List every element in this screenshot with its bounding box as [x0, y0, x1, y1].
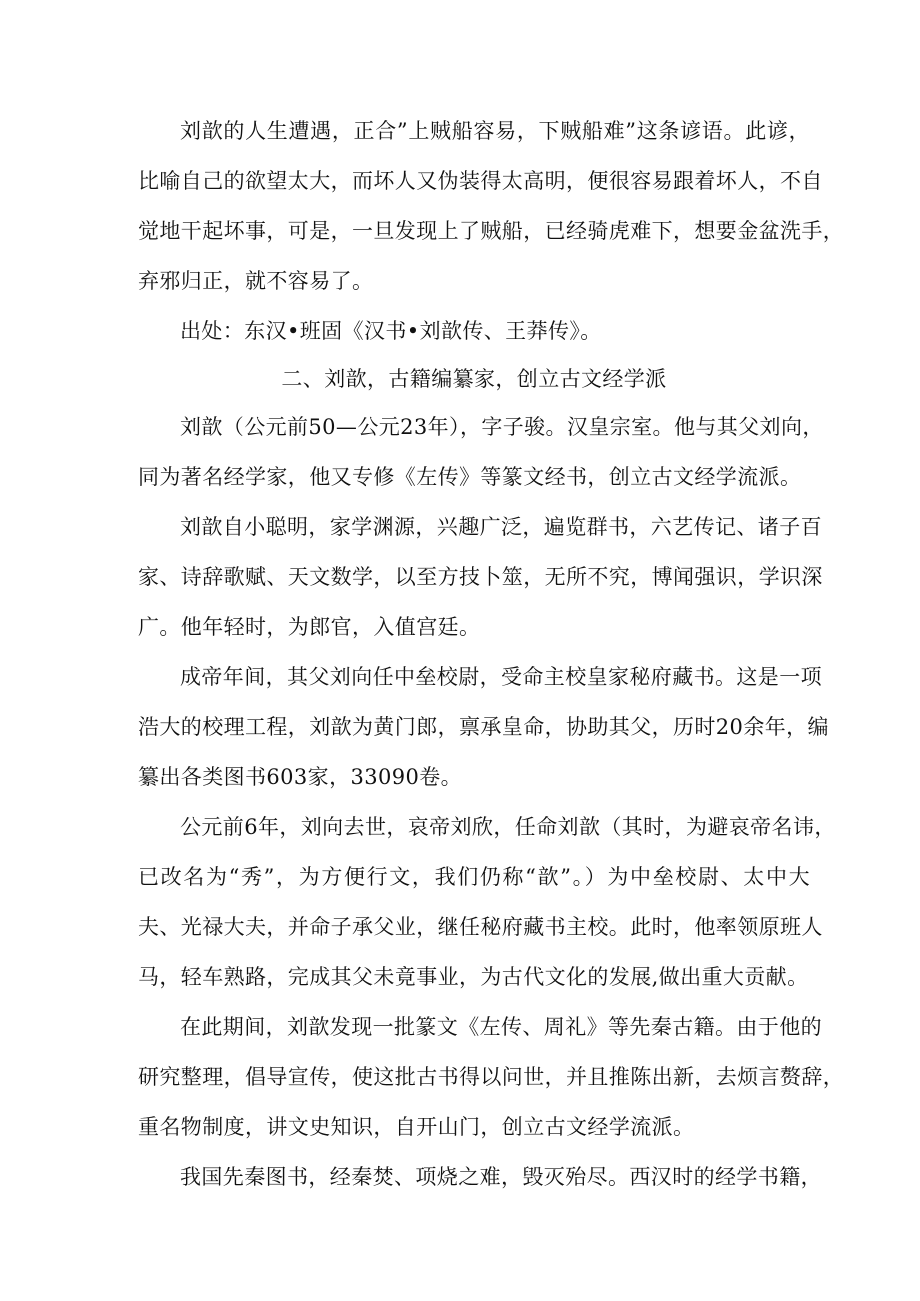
paragraph-line: 重名物制度，讲文史知识，自开山门，创立古文经学流派。 [138, 1115, 695, 1139]
paragraph-line: 研究整理，倡导宣传，使这批古书得以问世，并且推陈出新，去烦言赘辞， [138, 1065, 845, 1089]
source-citation: 出处：东汉•班固《汉书•刘歆传、王莽传》。 [180, 319, 602, 343]
paragraph-line: 比喻自己的欲望太大，而坏人又伪装得太高明，便很容易跟着坏人，不自 [138, 169, 823, 193]
paragraph-line: 刘歆自小聪明，家学渊源，兴趣广泛，遍览群书，六艺传记、诸子百 [180, 515, 822, 539]
paragraph-line: 公元前6年，刘向去世，哀帝刘欣，任命刘歆（其时，为避哀帝名讳， [180, 815, 836, 839]
paragraph-line: 刘歆（公元前50—公元23年），字子骏。汉皇宗室。他与其父刘向， [180, 415, 824, 439]
paragraph-line: 家、诗辞歌赋、天文数学，以至方技卜筮，无所不究，博闻强识，学识深 [138, 565, 823, 589]
section-heading: 二、刘歆，古籍编纂家，创立古文经学派 [281, 367, 667, 391]
paragraph-line: 纂出各类图书603家，33090卷。 [138, 765, 463, 789]
paragraph-line: 夫、光禄大夫，并命子承父业，继任秘府藏书主校。此时，他率领原班人 [138, 915, 823, 939]
paragraph-line: 同为著名经学家，他又专修《左传》等篆文经书，创立古文经学流派。 [138, 465, 802, 489]
paragraph-line: 广。他年轻时，为郎官，入值宫廷。 [138, 615, 481, 639]
paragraph-line: 成帝年间，其父刘向任中垒校尉，受命主校皇家秘府藏书。这是一项 [180, 665, 822, 689]
paragraph-line: 浩大的校理工程，刘歆为黄门郎，禀承皇命，协助其父，历时20余年，编 [138, 715, 829, 739]
paragraph-line: 已改名为“秀”，为方便行文，我们仍称“歆”。）为中垒校尉、太中大 [138, 865, 810, 889]
paragraph-line: 刘歆的人生遭遇，正合”上贼船容易，下贼船难”这条谚语。此谚， [180, 119, 810, 143]
paragraph-line: 马，轻车熟路，完成其父未竟事业，为古代文化的发展,做出重大贡献。 [138, 965, 809, 989]
paragraph-line: 我国先秦图书，经秦焚、项烧之难，毁灭殆尽。西汉时的经学书籍， [180, 1165, 822, 1189]
paragraph-line: 在此期间，刘歆发现一批篆文《左传、周礼》等先秦古籍。由于他的 [180, 1015, 822, 1039]
paragraph-line: 弃邪归正，就不容易了。 [138, 269, 374, 293]
paragraph-line: 觉地干起坏事，可是，一旦发现上了贼船，已经骑虎难下，想要金盆洗手， [138, 219, 845, 243]
